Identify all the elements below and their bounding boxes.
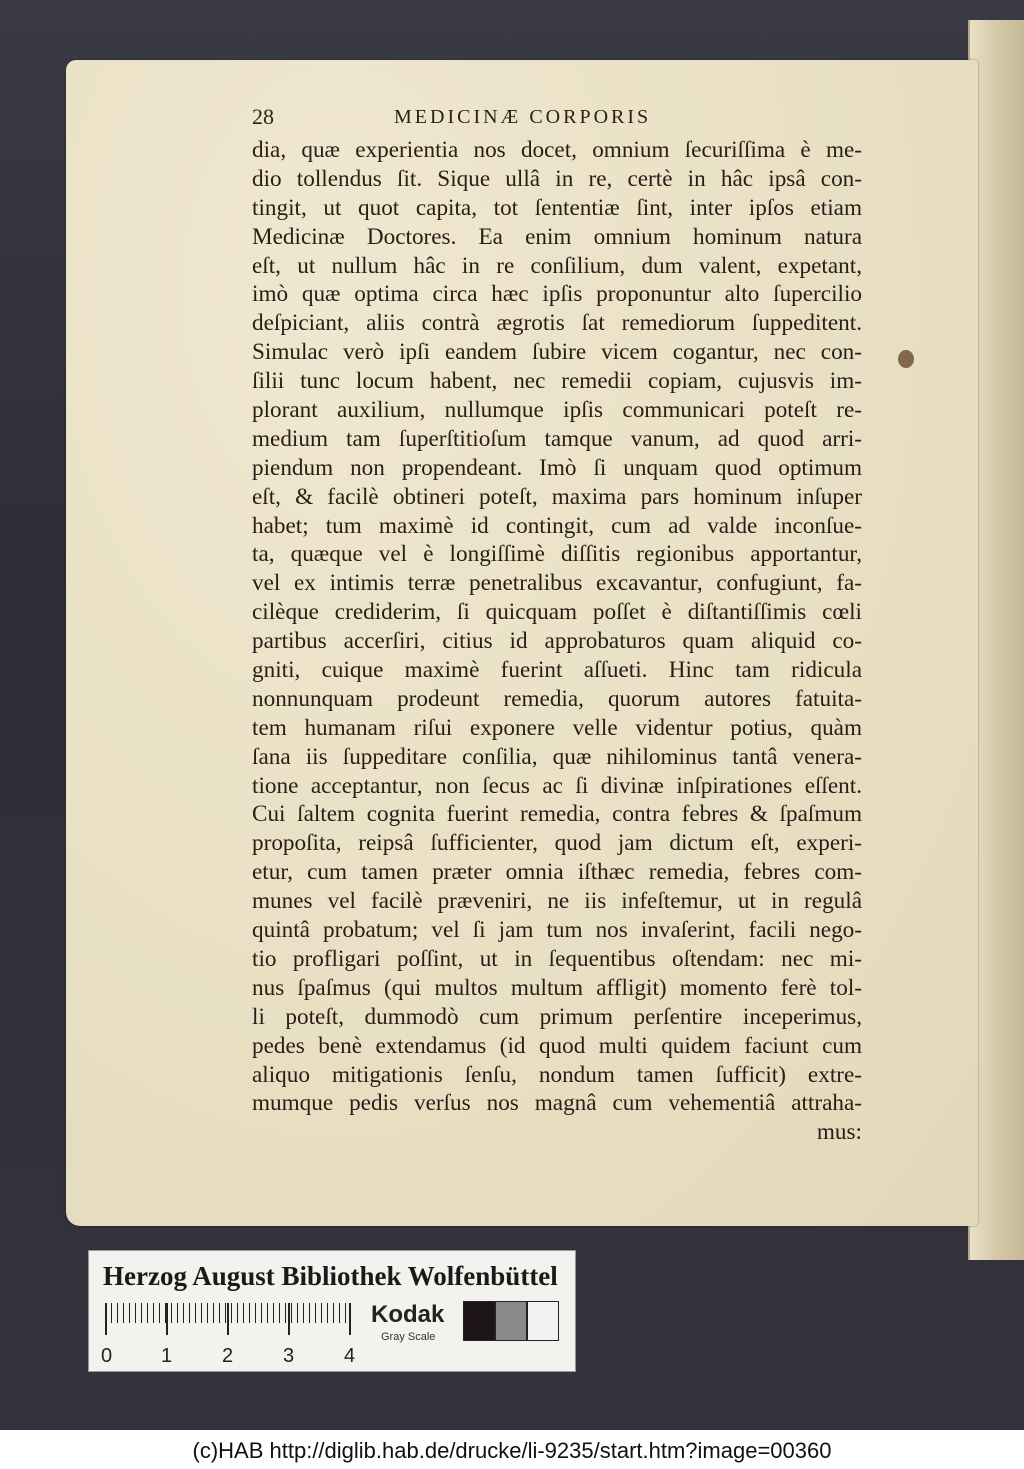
text-line: tione acceptantur, non ſecus ac ſi divinæ inſpirationes eſſent. [252,772,862,799]
text-line: tem humanam riſui exponere velle videntur potius, quàm [252,714,862,741]
text-line: gniti, cuique maximè fuerint aſſueti. Hinc tam ridicula [252,657,862,684]
ruler-label: 4 [344,1345,356,1367]
running-head: MEDICINÆ CORPORIS [394,106,652,128]
text-line: munes vel facilè præveniri, ne iis infeſtemur, ut in regulâ [252,888,862,915]
text-line: eſt, & facilè obtineri poteſt, maxima pars hominum inſuper [252,483,862,510]
text-line: propoſita, reipsâ ſufficienter, quod jam dictum eſt, experi- [252,830,862,857]
text-line: vel ex intimis terræ penetralibus excavantur, confugiunt, fa- [252,570,862,597]
kodak-logo: Kodak [371,1301,445,1328]
text-line: cilèque crediderim, ſi quicquam poſſet è diſtantiſſimis cœli [252,599,862,626]
page-header [252,104,902,134]
book-page [66,60,978,1226]
text-line: imò quæ optima circa hæc ipſis proponuntur alto ſupercilio [252,281,862,308]
credit-url: (c)HAB http://diglib.hab.de/drucke/li-9235/start.htm?image=00360 [192,1438,832,1463]
text-line: plorant auxilium, nullumque ipſis communicari poteſt re- [252,397,862,424]
text-line: ſilii tunc locum habent, nec remedii copiam, cujusvis im- [252,368,862,395]
text-line: nus ſpaſmus (qui multos multum affligit) momento ferè tol- [252,974,862,1001]
text-line: tio profligari poſſint, ut in ſequentibus oſtendam: nec mi- [252,945,862,972]
ruler-label: 3 [283,1345,295,1367]
credit-strip [0,1430,1024,1469]
library-name: Herzog August Bibliothek Wolfenbüttel [103,1261,558,1291]
ruler-major-tick [105,1303,107,1335]
text-line: Cui ſaltem cognita fuerint remedia, contra febres & ſpaſmum [252,801,862,828]
text-line: quintâ probatum; vel ſi jam tum nos invaſerint, facili nego- [252,917,862,944]
text-line: piendum non propendeant. Imò ſi unquam quod optimum [252,454,862,481]
ruler-major-tick [227,1303,229,1335]
gray-swatch-dark [463,1301,495,1341]
text-line: dia, quæ experientia nos docet, omnium ſecuriſſima è me- [252,137,862,163]
ruler-major-tick [166,1303,168,1335]
text-line: mus: [816,1119,862,1146]
gray-scale-label: Gray Scale [381,1331,436,1343]
ruler-major-tick [349,1303,351,1335]
ruler-label: 1 [161,1345,173,1367]
gray-swatch-light [527,1301,559,1341]
text-line: pedes benè extendamus (id quod multi quidem faciunt cum [252,1032,862,1059]
text-line: dio tollendus ſit. Sique ullâ in re, certè in hâc ipsâ con- [252,165,862,192]
gray-swatch-mid [495,1301,527,1341]
text-line: ta, quæque vel è longiſſimè diſſitis regionibus apportantur, [252,541,862,568]
text-line: Simulac verò ipſi eandem ſubire vicem cogantur, nec con- [252,339,862,366]
text-line: ſana iis ſuppeditare conſilia, quæ nihilominus tantâ venera- [252,743,862,770]
scale-ruler [101,1303,356,1367]
ruler-major-tick [288,1303,290,1335]
text-line: eſt, ut nullum hâc in re conſilium, dum valent, expetant, [252,252,862,279]
body-text [252,136,862,1147]
text-line: medium tam ſuperſtitioſum tamque vanum, ad quod arri- [252,425,862,452]
text-line: partibus accerſiri, citius id approbaturos quam aliquid co- [252,628,862,655]
ruler-label: 0 [101,1345,113,1367]
ruler-label: 2 [222,1345,234,1367]
text-line: aliquo mitigationis ſenſu, nondum tamen ſufficit) extre- [252,1061,862,1088]
text-line: deſpiciant, aliis contrà ægrotis ſat remediorum ſuppeditent. [252,310,862,337]
ink-stain [898,350,914,368]
text-line: habet; tum maximè id contingit, cum ad valde inconſue- [252,512,862,539]
text-line: mumque pedis verſus nos magnâ cum vehementiâ attraha- [252,1090,862,1117]
text-line: nonnunquam prodeunt remedia, quorum autores fatuita- [252,685,862,712]
page-number: 28 [252,104,274,129]
text-line: li poteſt, dummodò cum primum perſentire inceperimus, [252,1003,862,1030]
text-line: tingit, ut quot capita, tot ſententiæ ſint, inter ipſos etiam [252,194,862,221]
text-line: Medicinæ Doctores. Ea enim omnium hominum natura [252,223,862,250]
library-color-card [88,1250,576,1372]
text-line: etur, cum tamen præter omnia iſthæc remedia, febres com- [252,859,862,886]
